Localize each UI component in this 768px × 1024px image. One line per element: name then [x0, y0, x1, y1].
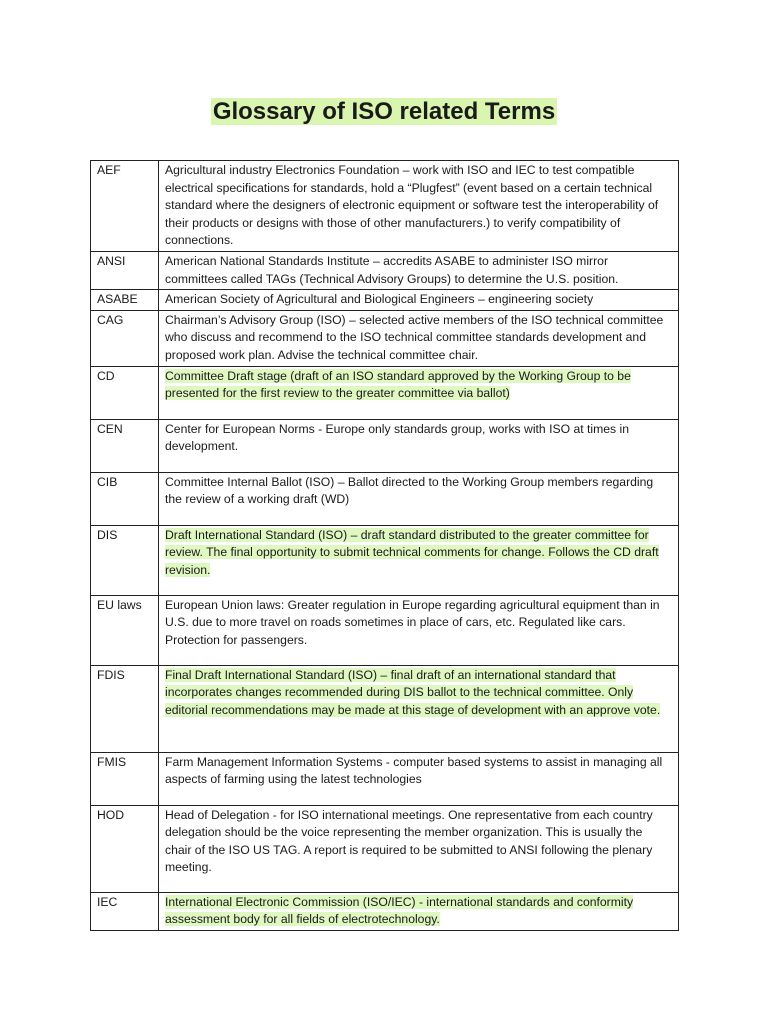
definition-text: Committee Internal Ballot (ISO) – Ballot directed to the Working Group members regarding the review of a working draft (WD)	[165, 474, 654, 507]
definition-text: American National Standards Institute – accredits ASABE to administer ISO mirror committees called TAGs (Technical Advisory Groups) to determine the U.S. position.	[165, 253, 619, 286]
definition-text: Farm Management Information Systems - computer based systems to assist in managing all aspects of farming using the latest technologies	[165, 754, 663, 787]
table-row	[91, 805, 679, 892]
definition-cell	[159, 419, 679, 472]
table-row	[91, 161, 679, 252]
definition-text: Head of Delegation - for ISO international meetings. One representative from each country delegation should be the voice representing the member organization. This is usually the chair of the ISO US TAG. A report is required to be submitted to ANSI following the plenary meeting.	[165, 807, 653, 875]
term-cell: DIS	[91, 525, 159, 595]
definition-cell	[159, 525, 679, 595]
term-cell: HOD	[91, 805, 159, 892]
definition-cell	[159, 366, 679, 419]
term-cell: FMIS	[91, 752, 159, 805]
table-row	[91, 595, 679, 665]
page-title-text: Glossary of ISO related Terms	[212, 98, 556, 125]
table-row	[91, 310, 679, 366]
definition-cell	[159, 310, 679, 366]
definition-text: Chairman’s Advisory Group (ISO) – selected active members of the ISO technical committee who discuss and recommend to the ISO technical committee standards development and proposed work plan. Advise the technical committee chair.	[165, 312, 664, 362]
glossary-table	[90, 160, 679, 931]
definition-cell	[159, 472, 679, 525]
definition-text-highlighted: International Electronic Commission (ISO/IEC) - international standards and conformity assessment body for all fields of electrotechnology.	[165, 894, 634, 927]
term-cell: ANSI	[91, 251, 159, 289]
definition-text: European Union laws: Greater regulation in Europe regarding agricultural equipment than in U.S. due to more travel on roads sometimes in place of cars, etc. Regulated like cars. Protection for passengers.	[165, 597, 660, 647]
definition-cell	[159, 665, 679, 752]
table-row	[91, 366, 679, 419]
definition-text-highlighted: Final Draft International Standard (ISO) – final draft of an international standard that incorporates changes recommended during DIS ballot to the technical committee. Only editorial recommendations may be made at this stage of development with an approve vote.	[165, 667, 661, 717]
table-row	[91, 290, 679, 311]
term-cell: CAG	[91, 310, 159, 366]
definition-cell	[159, 752, 679, 805]
definition-cell	[159, 892, 679, 930]
term-cell: FDIS	[91, 665, 159, 752]
table-row	[91, 892, 679, 930]
page-title	[0, 94, 768, 130]
definition-cell	[159, 805, 679, 892]
term-cell: CD	[91, 366, 159, 419]
term-cell: CIB	[91, 472, 159, 525]
term-cell: CEN	[91, 419, 159, 472]
definition-text-highlighted: Draft International Standard (ISO) – draft standard distributed to the greater committee for review. The final opportunity to submit technical comments for change. Follows the CD draft revision.	[165, 527, 659, 577]
table-row	[91, 752, 679, 805]
definition-cell	[159, 161, 679, 252]
table-row	[91, 472, 679, 525]
definition-cell	[159, 290, 679, 311]
table-row	[91, 419, 679, 472]
table-row	[91, 665, 679, 752]
term-cell: AEF	[91, 161, 159, 252]
definition-text-highlighted: Committee Draft stage (draft of an ISO standard approved by the Working Group to be presented for the first review to the greater committee via ballot)	[165, 368, 631, 401]
definition-text: Center for European Norms - Europe only standards group, works with ISO at times in development.	[165, 421, 630, 454]
definition-cell	[159, 595, 679, 665]
term-cell: ASABE	[91, 290, 159, 311]
definition-text: Agricultural industry Electronics Foundation – work with ISO and IEC to test compatible electrical specifications for standards, hold a “Plugfest” (event based on a certain technical standard where the designers of electronic equipment or software test the interoperability of their products or designs with those of other manufacturers.) to verify compatibility of connections.	[165, 163, 659, 248]
term-cell: IEC	[91, 892, 159, 930]
term-cell: EU laws	[91, 595, 159, 665]
definition-cell	[159, 251, 679, 289]
definition-text: American Society of Agricultural and Biological Engineers – engineering society	[165, 292, 594, 307]
table-row	[91, 525, 679, 595]
table-row	[91, 251, 679, 289]
